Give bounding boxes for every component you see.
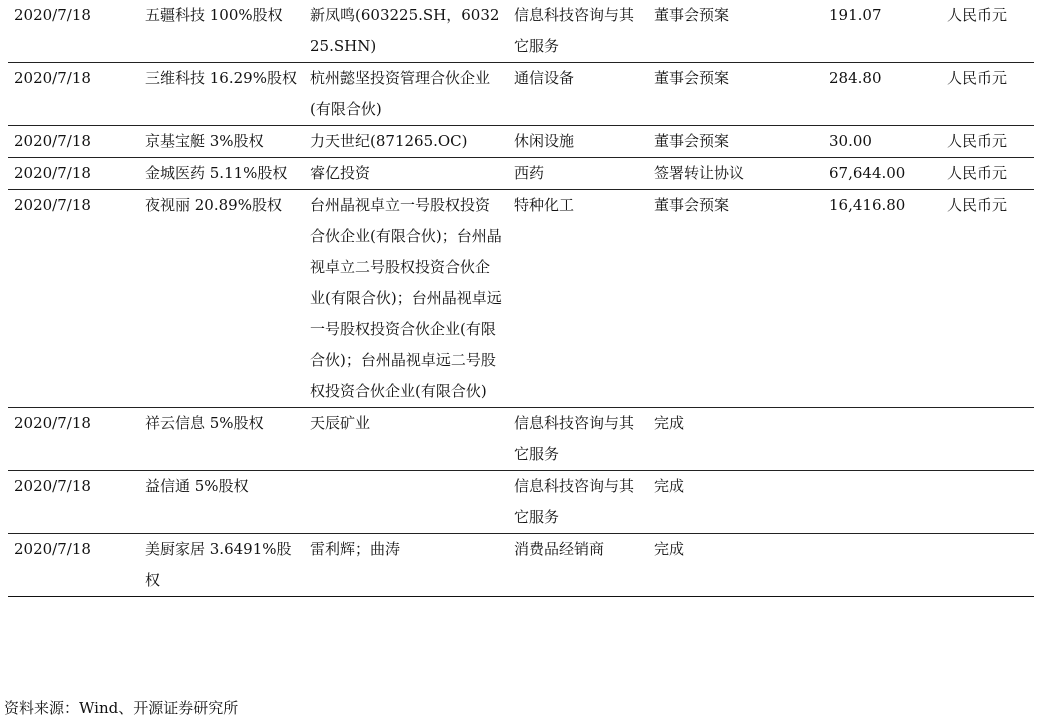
cell-industry: 信息科技咨询与其它服务 <box>508 0 648 63</box>
cell-date: 2020/7/18 <box>8 408 139 471</box>
cell-buyer <box>304 471 508 534</box>
table-row <box>8 63 1034 126</box>
cell-target: 京基宝艇 3%股权 <box>139 126 304 158</box>
cell-amount <box>823 471 941 534</box>
cell-currency <box>941 534 1034 597</box>
cell-currency <box>941 408 1034 471</box>
cell-currency <box>941 471 1034 534</box>
cell-target: 五疆科技 100%股权 <box>139 0 304 63</box>
cell-target: 夜视丽 20.89%股权 <box>139 190 304 408</box>
cell-target: 益信通 5%股权 <box>139 471 304 534</box>
table-row <box>8 0 1034 63</box>
table-row <box>8 158 1034 190</box>
cell-amount <box>823 534 941 597</box>
cell-progress: 完成 <box>648 408 823 471</box>
cell-buyer: 台州晶视卓立一号股权投资合伙企业(有限合伙)；台州晶视卓立二号股权投资合伙企业(有限合伙)；台州晶视卓远一号股权投资合伙企业(有限合伙)；台州晶视卓远二号股权投资合伙企业(有限合伙) <box>304 190 508 408</box>
cell-date: 2020/7/18 <box>8 126 139 158</box>
cell-amount: 16,416.80 <box>823 190 941 408</box>
cell-amount <box>823 408 941 471</box>
cell-progress: 完成 <box>648 471 823 534</box>
cell-buyer: 天辰矿业 <box>304 408 508 471</box>
cell-date: 2020/7/18 <box>8 0 139 63</box>
cell-industry: 信息科技咨询与其它服务 <box>508 471 648 534</box>
cell-buyer: 杭州懿坚投资管理合伙企业(有限合伙) <box>304 63 508 126</box>
table-row <box>8 534 1034 597</box>
cell-progress: 签署转让协议 <box>648 158 823 190</box>
cell-currency: 人民币元 <box>941 158 1034 190</box>
cell-buyer: 新凤鸣(603225.SH，603225.SHN) <box>304 0 508 63</box>
cell-date: 2020/7/18 <box>8 63 139 126</box>
cell-progress: 董事会预案 <box>648 126 823 158</box>
cell-buyer: 雷利辉；曲涛 <box>304 534 508 597</box>
deal-table-container <box>8 0 1034 597</box>
cell-buyer: 力天世纪(871265.OC) <box>304 126 508 158</box>
cell-amount: 30.00 <box>823 126 941 158</box>
cell-currency: 人民币元 <box>941 190 1034 408</box>
cell-target: 美厨家居 3.6491%股权 <box>139 534 304 597</box>
cell-date: 2020/7/18 <box>8 158 139 190</box>
deal-table <box>8 0 1034 597</box>
cell-buyer: 睿亿投资 <box>304 158 508 190</box>
cell-currency: 人民币元 <box>941 126 1034 158</box>
cell-industry: 通信设备 <box>508 63 648 126</box>
cell-amount: 67,644.00 <box>823 158 941 190</box>
cell-date: 2020/7/18 <box>8 471 139 534</box>
cell-target: 金城医药 5.11%股权 <box>139 158 304 190</box>
cell-industry: 特种化工 <box>508 190 648 408</box>
cell-target: 三维科技 16.29%股权 <box>139 63 304 126</box>
cell-currency: 人民币元 <box>941 63 1034 126</box>
cell-progress: 董事会预案 <box>648 190 823 408</box>
cell-progress: 董事会预案 <box>648 63 823 126</box>
source-note: 资料来源：Wind、开源证券研究所 <box>4 699 239 717</box>
cell-industry: 西药 <box>508 158 648 190</box>
cell-amount: 284.80 <box>823 63 941 126</box>
cell-target: 祥云信息 5%股权 <box>139 408 304 471</box>
cell-currency: 人民币元 <box>941 0 1034 63</box>
table-row <box>8 190 1034 408</box>
cell-date: 2020/7/18 <box>8 534 139 597</box>
cell-progress: 董事会预案 <box>648 0 823 63</box>
cell-industry: 休闲设施 <box>508 126 648 158</box>
cell-industry: 信息科技咨询与其它服务 <box>508 408 648 471</box>
table-row <box>8 471 1034 534</box>
cell-progress: 完成 <box>648 534 823 597</box>
cell-industry: 消费品经销商 <box>508 534 648 597</box>
cell-date: 2020/7/18 <box>8 190 139 408</box>
table-row <box>8 126 1034 158</box>
cell-amount: 191.07 <box>823 0 941 63</box>
table-row <box>8 408 1034 471</box>
